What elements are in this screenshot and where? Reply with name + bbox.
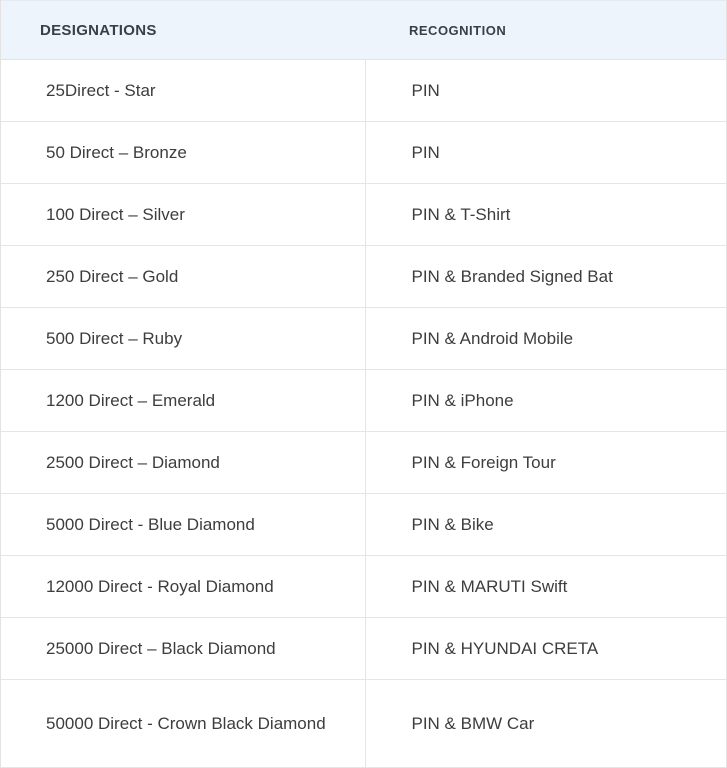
designation-cell: 50 Direct – Bronze bbox=[1, 122, 365, 184]
table-row bbox=[1, 60, 726, 122]
table-row bbox=[1, 370, 726, 432]
recognition-cell: PIN bbox=[365, 122, 726, 184]
designation-cell: 25000 Direct – Black Diamond bbox=[1, 618, 365, 680]
header-row bbox=[1, 1, 726, 60]
designation-cell: 1200 Direct – Emerald bbox=[1, 370, 365, 432]
designation-cell: 25Direct - Star bbox=[1, 60, 365, 122]
designation-cell: 100 Direct – Silver bbox=[1, 184, 365, 246]
recognition-cell: PIN & HYUNDAI CRETA bbox=[365, 618, 726, 680]
designations-table bbox=[1, 0, 726, 768]
table-row bbox=[1, 184, 726, 246]
designation-cell: 500 Direct – Ruby bbox=[1, 308, 365, 370]
recognition-cell: PIN & Branded Signed Bat bbox=[365, 246, 726, 308]
designation-cell: 5000 Direct - Blue Diamond bbox=[1, 494, 365, 556]
table-row bbox=[1, 680, 726, 768]
recognition-cell: PIN & Foreign Tour bbox=[365, 432, 726, 494]
recognition-cell: PIN bbox=[365, 60, 726, 122]
recognition-cell: PIN & MARUTI Swift bbox=[365, 556, 726, 618]
designation-cell: 2500 Direct – Diamond bbox=[1, 432, 365, 494]
designation-cell: 50000 Direct - Crown Black Diamond bbox=[1, 680, 365, 768]
recognition-cell: PIN & iPhone bbox=[365, 370, 726, 432]
recognition-cell: PIN & BMW Car bbox=[365, 680, 726, 768]
table-row bbox=[1, 494, 726, 556]
recognition-cell: PIN & Android Mobile bbox=[365, 308, 726, 370]
designation-cell: 12000 Direct - Royal Diamond bbox=[1, 556, 365, 618]
header-designations: DESIGNATIONS bbox=[1, 1, 365, 60]
table-row bbox=[1, 432, 726, 494]
table-row bbox=[1, 246, 726, 308]
table-row bbox=[1, 618, 726, 680]
table-row bbox=[1, 122, 726, 184]
recognition-cell: PIN & T-Shirt bbox=[365, 184, 726, 246]
table-header bbox=[1, 1, 726, 60]
recognition-cell: PIN & Bike bbox=[365, 494, 726, 556]
header-recognition: RECOGNITION bbox=[365, 1, 726, 60]
table-row bbox=[1, 556, 726, 618]
designation-cell: 250 Direct – Gold bbox=[1, 246, 365, 308]
table-body bbox=[1, 60, 726, 768]
table-row bbox=[1, 308, 726, 370]
